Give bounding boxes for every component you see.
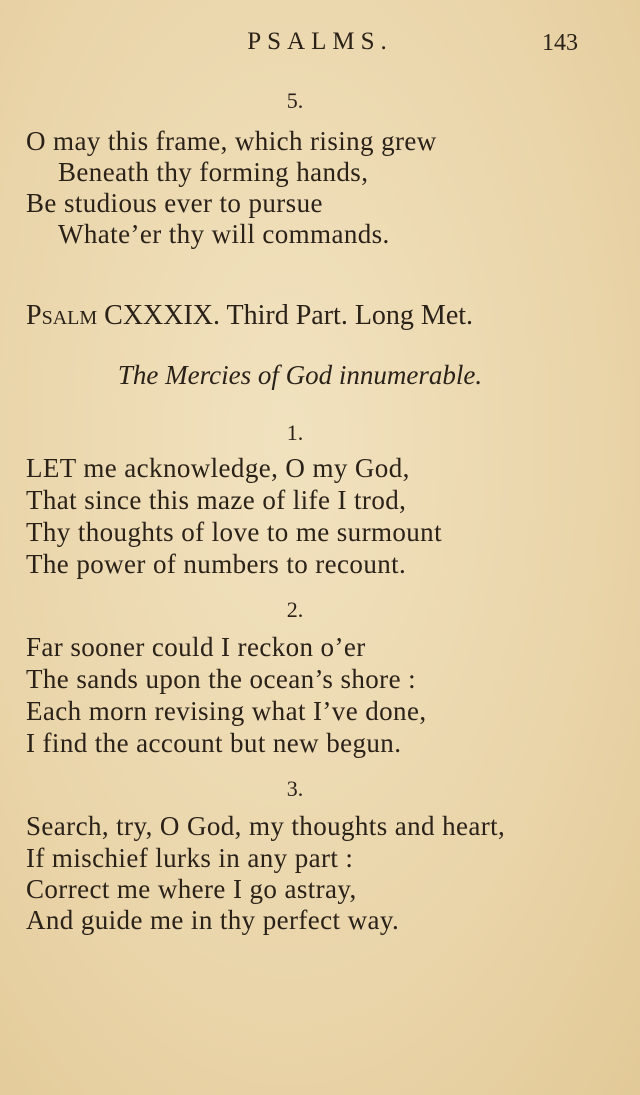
stanza-number: 2. (286, 597, 304, 622)
verse-line: Correct me where I go astray, (26, 874, 357, 904)
psalm-title-smallcaps: Psalm (26, 300, 98, 331)
verse-line: Thy thoughts of love to me surmount (26, 517, 442, 547)
verse-line: Be studious ever to pursue (26, 188, 323, 218)
verse-line: Whate’er thy will commands. (58, 219, 390, 249)
page-number: 143 (542, 30, 578, 56)
psalm-title-rest: CXXXIX. Third Part. Long Met. (97, 300, 474, 331)
stanza-number: 1. (286, 420, 304, 445)
verse-line: And guide me in thy perfect way. (26, 905, 400, 935)
verse-line: The sands upon the ocean’s shore : (26, 664, 417, 694)
verse-line: Each morn revising what I’ve done, (26, 696, 427, 726)
verse-line: If mischief lurks in any part : (26, 843, 354, 873)
psalm-subtitle: The Mercies of God innumerable. (117, 360, 483, 390)
verse-line: LET me acknowledge, O my God, (26, 453, 410, 483)
stanza-number: 5. (286, 88, 304, 113)
verse-line: O may this frame, which rising grew (26, 126, 437, 156)
running-head: PSALMS. (247, 28, 393, 55)
verse-line: Search, try, O God, my thoughts and heart, (26, 811, 506, 841)
verse-line: The power of numbers to recount. (26, 549, 407, 579)
verse-line: Far sooner could I reckon o’er (26, 632, 366, 662)
verse-line: That since this maze of life I trod, (26, 485, 407, 515)
verse-line: Beneath thy forming hands, (58, 157, 369, 187)
stanza-number: 3. (286, 776, 304, 801)
psalm-title (26, 300, 473, 332)
verse-line: I find the account but new begun. (26, 728, 402, 758)
